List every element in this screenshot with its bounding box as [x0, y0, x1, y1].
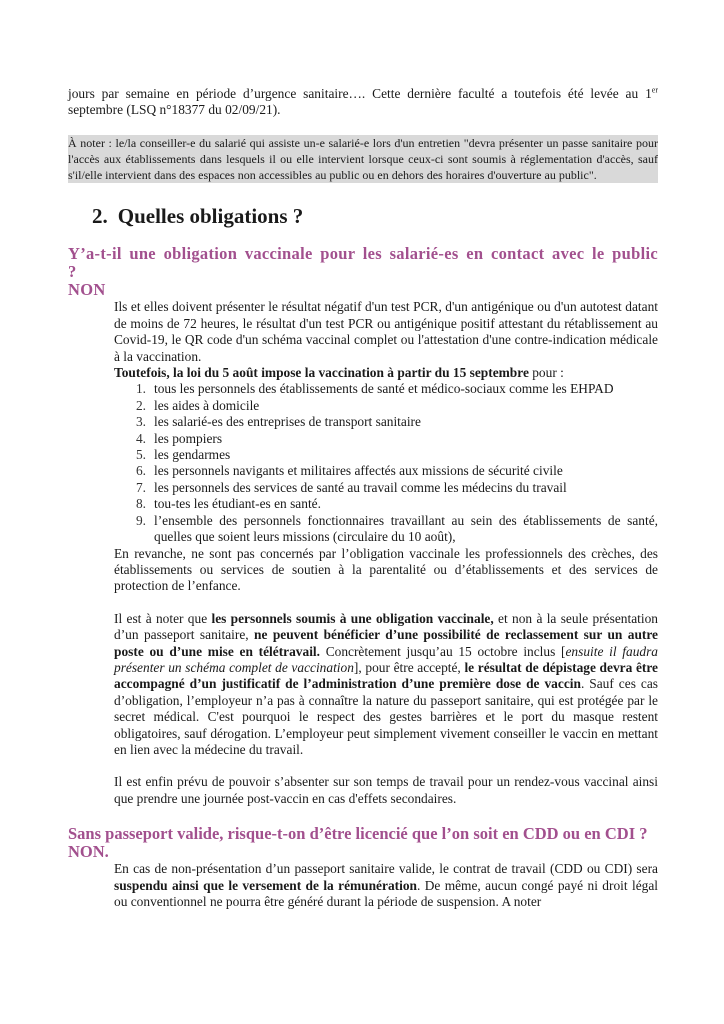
paragraph-3-text: et non à la seule présentation d’un passeport sanitaire,: [114, 610, 658, 643]
paragraph-4: Il est enfin prévu de pouvoir s’absenter sur son temps de travail pour un rendez-vous vaccinal ainsi que prendre une journée post-vaccin en cas d'effets secondaires.: [114, 774, 658, 806]
list-text: les pompiers: [154, 430, 223, 446]
paragraph-3-text: ], pour être accepté,: [353, 659, 465, 675]
list-number: 8.: [135, 496, 146, 512]
list-item: [114, 431, 658, 447]
question-2-answer: NON.: [68, 842, 109, 862]
list-text: les salarié-es des entreprises de transport sanitaire: [154, 414, 421, 430]
list-item: [114, 447, 658, 463]
paragraph-spacer: [68, 758, 658, 774]
list-text: les gendarmes: [154, 447, 231, 463]
paragraph-3-bold: les personnels soumis à une obligation vaccinale,: [211, 610, 494, 626]
paragraph-5-bold: suspendu ainsi que le versement de la rémunération: [114, 877, 417, 893]
paragraph-5: [114, 861, 658, 910]
list-item: [114, 480, 658, 496]
list-number: 3.: [135, 414, 146, 430]
question-1-heading: [68, 245, 658, 299]
list-item: [114, 414, 658, 430]
paragraph-3: [114, 611, 658, 759]
question-1-title: Y’a-t-il une obligation vaccinale pour les salarié-es en contact avec le public ?: [68, 244, 658, 282]
note-text: À noter : le/la conseiller-e du salarié qui assiste un-e salarié-e lors d'un entretien "devra présenter un passe sanitaire pour l'accès aux établissements dans lesquels il ou elle intervient lorsque ceux-ci sont soumis à réglementation d'accès, sauf s'il/elle intervient dans des espaces non accessibles au public ou en dehors des horaires d'ouverture au: [68, 135, 658, 183]
list-item: [114, 381, 658, 397]
vaccination-obligation-list: [114, 381, 658, 545]
list-text: les aides à domicile: [154, 397, 260, 413]
list-item: [114, 496, 658, 512]
intro-text: jours par semaine en période d’urgence sanitaire…. Cette dernière faculté a toutefois été levée au 1: [68, 86, 652, 101]
list-item: [114, 463, 658, 479]
question-2-heading: [68, 825, 658, 861]
paragraph-5-text: . De même, aucun congé payé ni droit légal ou conventionnel ne pourra être généré durant la période de suspension. A noter: [114, 877, 659, 910]
note-box: [68, 135, 658, 184]
list-item: [114, 398, 658, 414]
question-1-answer: NON: [68, 280, 106, 300]
list-number: 6.: [135, 463, 146, 479]
list-text: tou-tes les étudiant-es en santé.: [154, 496, 321, 512]
list-number: 4.: [135, 430, 146, 446]
list-text: les personnels navigants et militaires affectés aux missions de sécurité civile: [154, 463, 563, 479]
paragraph-1-bold-lead: Toutefois, la loi du 5 août impose la vaccination à partir du 15 septembre: [114, 365, 529, 381]
paragraph-spacer: [68, 595, 658, 611]
paragraph-2: En revanche, ne sont pas concernés par l’obligation vaccinale les professionnels des crèches, des établissements ou services de soutien à la parentalité ou d’établissements et des services de protection de l’enfance.: [114, 545, 658, 594]
superscript-er: er: [651, 85, 658, 95]
paragraph-3-text: . Sauf ces cas d’obligation, l’employeur n’a pas à connaître la nature du passeport sanitaire, qui est protégée par le secret médical. C'est pourquoi le respect des gestes barrières et le port du masque restent obligatoires, sauf dérogation. L’employeur peut simplement vivement conseiller le vaccin en mettant en lien avec la médecine du travail.: [114, 676, 658, 757]
list-number: 2.: [135, 397, 146, 413]
list-item: [114, 513, 658, 546]
list-number: 7.: [135, 479, 146, 495]
list-number: 9.: [135, 512, 146, 528]
section-number: 2.: [92, 204, 108, 229]
paragraph-3-bold: le résultat de dépistage devra être accompagné d’un justificatif de l’administration d’une première dose de vaccin: [114, 659, 658, 692]
intro-paragraph: [68, 86, 658, 119]
list-text: tous les personnels des établissements de santé et médico-sociaux comme les EHPAD: [154, 381, 614, 397]
paragraph-3-italic: ensuite il faudra présenter un schéma complet de vaccination: [114, 643, 658, 675]
paragraph-3-bold: ne peuvent bénéficier d’une possibilité de reclassement sur un autre poste ou d’une mise en télétravail.: [114, 627, 658, 659]
list-text: l’ensemble des personnels fonctionnaires travaillant au sein des établissements de santé, quelles que soient leurs missions (circulaire du 10 août),: [154, 512, 658, 545]
question-2-title: Sans passeport valide, risque-t-on d’être licencié que l’on soit en CDD ou en CDI ?: [68, 824, 648, 844]
note-text-last: public".: [558, 168, 597, 183]
list-text: les personnels des services de santé au travail comme les médecins du travail: [154, 479, 567, 495]
paragraph-5-text: En cas de non-présentation d’un passeport sanitaire valide, le contrat de travail (CDD ou CDI) sera: [114, 861, 658, 877]
section-heading: [92, 203, 658, 229]
paragraph-1: [114, 299, 658, 381]
section-title: Quelles obligations ?: [117, 204, 304, 229]
paragraph-3-text: Il est à noter que: [114, 610, 212, 626]
paragraph-1-lead-tail: pour :: [528, 365, 564, 381]
list-number: 5.: [135, 447, 146, 463]
paragraph-1-text: Ils et elles doivent présenter le résultat négatif d'un test PCR, d'un antigénique ou d'un autotest datant de moins de 72 heures, le résultat d'un test PCR ou antigénique positif attestant du rétablissement au Covid-19, le QR code d'un schéma vaccinal complet ou l'attestation d'une contre-indication médicale à la vaccination.: [114, 299, 658, 364]
intro-text-tail: septembre (LSQ n°18377 du 02/09/21).: [68, 102, 281, 118]
paragraph-3-text: Concrètement jusqu’au 15 octobre inclus [: [319, 643, 566, 659]
list-number: 1.: [135, 381, 146, 397]
